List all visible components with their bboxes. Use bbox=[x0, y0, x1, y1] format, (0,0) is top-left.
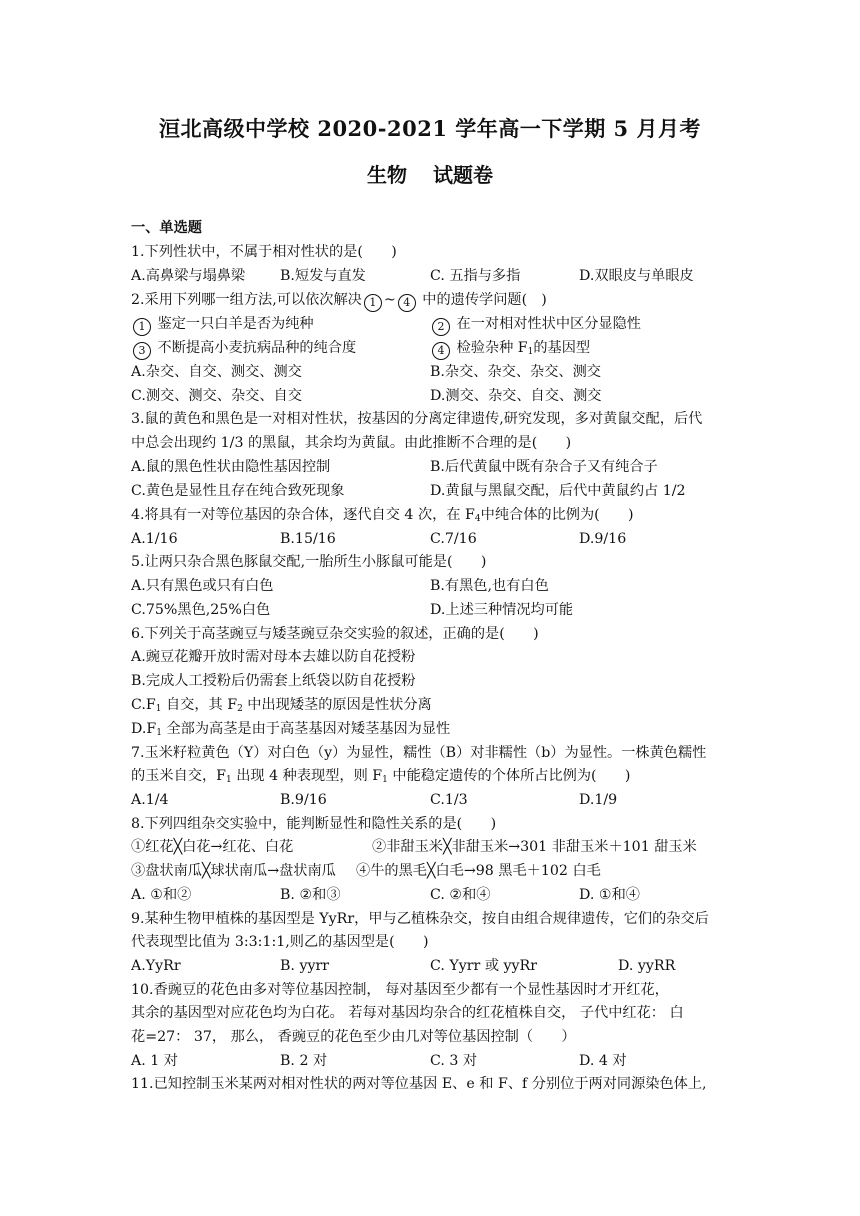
q7-option-a: A.1/4 bbox=[131, 792, 169, 808]
q3-option-a: A.鼠的黑色性状由隐性基因控制 bbox=[131, 459, 331, 475]
q4-option-b: B.15/16 bbox=[280, 531, 336, 547]
q8-option-d: D. ①和④ bbox=[579, 887, 640, 903]
q3-option-b: B.后代黄鼠中既有杂合子又有纯合子 bbox=[430, 459, 658, 475]
q5-option-d: D.上述三种情况均可能 bbox=[430, 602, 574, 618]
q5-option-c: C.75%黑色,25%白色 bbox=[131, 602, 271, 618]
q9-option-a: A.YyRr bbox=[131, 958, 181, 974]
q6-option-d: $D.F_1$ 全部为高茎是由于高茎基因对矮茎基因为显性 bbox=[131, 721, 451, 738]
q8-item-3: ③盘状南瓜╳球状南瓜→盘状南瓜 bbox=[131, 863, 336, 879]
q8-item-1: ①红花╳白花→红花、白花 bbox=[131, 839, 294, 855]
q5-option-a: A.只有黑色或只有白色 bbox=[131, 578, 274, 594]
circled-4: 4 bbox=[398, 294, 416, 312]
q1-option-b: B.短发与直发 bbox=[280, 268, 366, 284]
q10-stem-line3: 花=27： 37， 那么， 香豌豆的花色至少由几对等位基因控制（ ） bbox=[131, 1029, 576, 1045]
paper-label: 试题卷 bbox=[433, 163, 493, 187]
q3-option-d: D.黄鼠与黑鼠交配，后代中黄鼠约占 1/2 bbox=[430, 483, 686, 499]
exam-subtitle bbox=[0, 159, 860, 188]
q6-option-a: A.豌豆花瓣开放时需对母本去雄以防自花授粉 bbox=[131, 649, 416, 665]
q2-option-a: A.杂交、自交、测交、测交 bbox=[131, 364, 302, 380]
q4-option-a: A.1/16 bbox=[131, 531, 178, 547]
q8-item-4: ④牛的黑毛╳白毛→98 黑毛＋102 白毛 bbox=[356, 863, 601, 879]
q9-option-c: C. Yyrr 或 yyRr bbox=[430, 958, 538, 974]
q4-option-c: C.7/16 bbox=[430, 531, 477, 547]
q9-option-b: B. yyrr bbox=[280, 958, 330, 974]
q1-option-c: C. 五指与多指 bbox=[430, 268, 521, 284]
q10-stem-line1: 10.香豌豆的花色由多对等位基因控制， 每对基因至少都有一个显性基因时才开红花， bbox=[131, 982, 669, 998]
q3-stem-line1: 3.鼠的黄色和黑色是一对相对性状，按基因的分离定律遗传,研究发现，多对黄鼠交配，后代 bbox=[131, 411, 703, 427]
q2-item-1: 1 鉴定一只白羊是否为纯种 bbox=[131, 315, 314, 336]
q7-option-b: B.9/16 bbox=[280, 792, 327, 808]
q1-option-d: D.双眼皮与单眼皮 bbox=[579, 268, 694, 284]
q8-option-a: A. ①和② bbox=[131, 887, 192, 903]
q2-option-d: D.测交、杂交、自交、测交 bbox=[430, 388, 602, 404]
q1-option-a: A.高鼻梁与塌鼻梁 bbox=[131, 268, 246, 284]
q4-option-d: D.9/16 bbox=[579, 531, 627, 547]
subject-label: 生物 bbox=[367, 163, 407, 187]
q2-option-c: C.测交、测交、杂交、自交 bbox=[131, 388, 302, 404]
q6-stem: 6.下列关于高茎豌豆与矮茎豌豆杂交实验的叙述，正确的是( ) bbox=[131, 626, 539, 642]
q10-option-d: D. 4 对 bbox=[579, 1053, 627, 1069]
q7-option-d: D.1/9 bbox=[579, 792, 618, 808]
q6-option-b: B.完成人工授粉后仍需套上纸袋以防自花授粉 bbox=[131, 673, 416, 689]
q5-option-b: B.有黑色,也有白色 bbox=[430, 578, 549, 594]
q10-option-a: A. 1 对 bbox=[131, 1053, 178, 1069]
q8-option-c: C. ②和④ bbox=[430, 887, 491, 903]
q11-stem-line1: 11.已知控制玉米某两对相对性状的两对等位基因 E、e 和 F、f 分别位于两对同源染色体上, bbox=[131, 1076, 707, 1092]
q1-stem: 1.下列性状中，不属于相对性状的是( ) bbox=[131, 244, 397, 260]
exam-title: 洹北高级中学校 2020-2021 学年高一下学期 5 月月考 bbox=[159, 116, 701, 141]
q6-option-c: $C.F_1$ 自交，其 $F_2$ 中出现矮茎的原因是性状分离 bbox=[131, 697, 432, 714]
q10-stem-line2: 其余的基因型对应花色均为白花。 若每对基因均杂合的红花植株自交， 子代中红花： 白 bbox=[131, 1005, 684, 1021]
circled-1: 1 bbox=[364, 294, 382, 312]
q8-option-b: B. ②和③ bbox=[280, 887, 341, 903]
q2-stem: 2.采用下列哪一组方法,可以依次解决 1 ~ 4 中的遗传学问题( ) bbox=[131, 291, 547, 312]
q7-stem-line1: 7.玉米籽粒黄色（Y）对白色（y）为显性，糯性（B）对非糯性（b）为显性。一株黄色糯性 bbox=[131, 745, 707, 761]
section-heading: 一、单选题 bbox=[131, 220, 202, 236]
q10-option-b: B. 2 对 bbox=[280, 1053, 328, 1069]
q5-stem: 5.让两只杂合黑色豚鼠交配,一胎所生小豚鼠可能是( ) bbox=[131, 554, 487, 570]
q3-option-c: C.黄色是显性且存在纯合致死现象 bbox=[131, 483, 345, 499]
q9-stem-line2: 代表现型比值为 3:3:1:1,则乙的基因型是( ) bbox=[131, 934, 429, 950]
q2-option-b: B.杂交、杂交、杂交、测交 bbox=[430, 364, 601, 380]
q2-item-3: 3 不断提高小麦抗病品种的纯合度 bbox=[131, 339, 356, 360]
q8-item-2: ②非甜玉米╳非甜玉米→301 非甜玉米＋101 甜玉米 bbox=[372, 839, 697, 855]
q2-item-2: 2 在一对相对性状中区分显隐性 bbox=[430, 315, 641, 336]
q7-option-c: C.1/3 bbox=[430, 792, 468, 808]
q9-option-d: D. yyRR bbox=[618, 958, 676, 974]
q9-stem-line1: 9.某种生物甲植株的基因型是 YyRr，甲与乙植株杂交，按自由组合规律遗传，它们的杂交后 bbox=[131, 911, 709, 927]
q7-stem-line2: 的玉米自交，$F_1$ 出现 4 种表现型，则 $F_1$ 中能稳定遗传的个体所占比例为( ) bbox=[131, 768, 631, 785]
q10-option-c: C. 3 对 bbox=[430, 1053, 478, 1069]
q2-item-4: 4 检验杂种 $F_1$的基因型 bbox=[430, 339, 590, 361]
q8-stem: 8.下列四组杂交实验中，能判断显性和隐性关系的是( ) bbox=[131, 816, 497, 832]
q3-stem-line2: 中总会出现约 1/3 的黑鼠，其余均为黄鼠。由此推断不合理的是( ) bbox=[131, 435, 572, 451]
q4-stem: 4.将具有一对等位基因的杂合体，逐代自交 4 次，在 $F_4$中纯合体的比例为( ) bbox=[131, 507, 634, 524]
